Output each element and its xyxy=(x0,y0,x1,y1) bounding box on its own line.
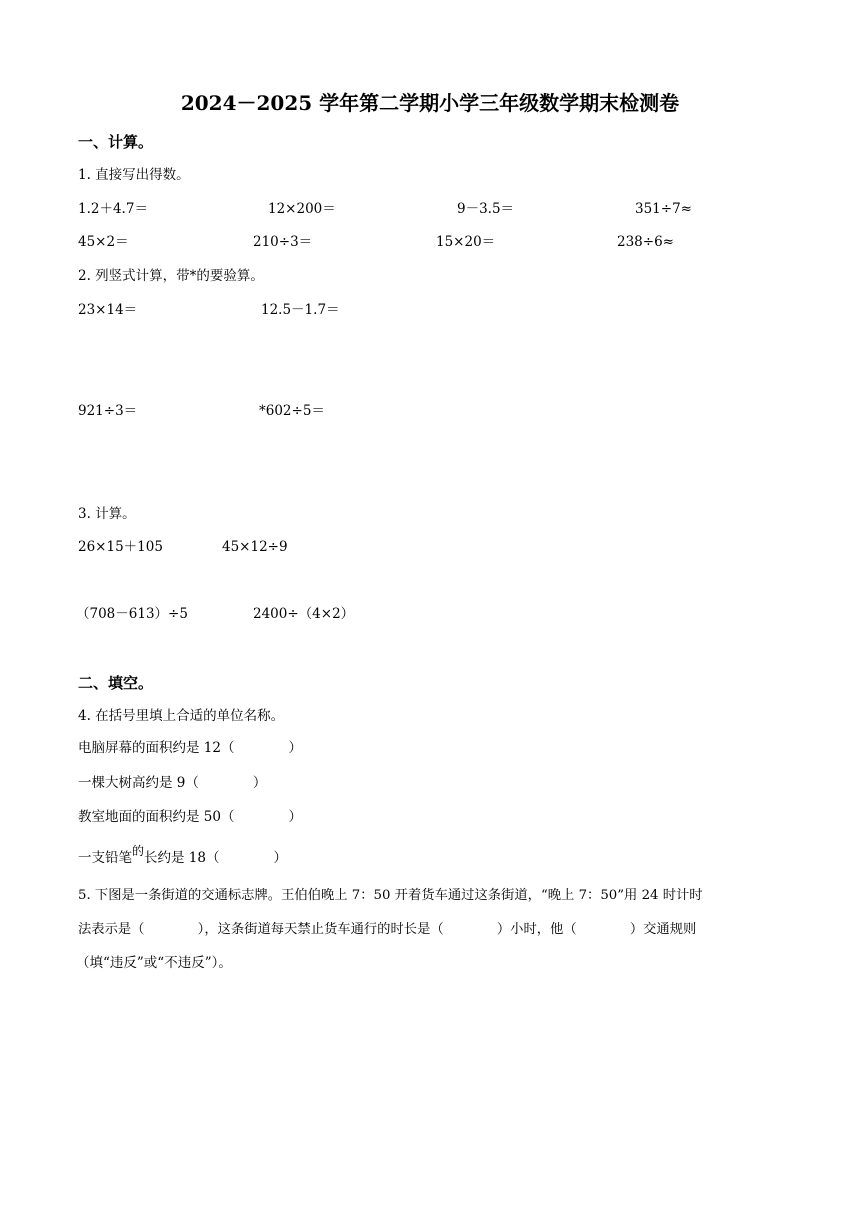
question-1-prompt: 1. 直接写出得数。 xyxy=(78,167,190,183)
question-5-line-2: 法表示是（ ），这条街道每天禁止货车通行的时长是（ ）小时，他（ ）交通规则 xyxy=(78,922,697,937)
question-4-prompt: 4. 在括号里填上合适的单位名称。 xyxy=(78,708,285,724)
q1-item: 12×200＝ xyxy=(268,201,336,217)
q2-item: 12.5－1.7＝ xyxy=(261,302,340,318)
question-3-prompt: 3. 计算。 xyxy=(78,506,136,522)
q3-item: 2400÷（4×2） xyxy=(253,606,355,622)
q1-item: 238÷6≈ xyxy=(617,234,674,250)
page-title: 2024－2025 学年第二学期小学三年级数学期末检测卷 xyxy=(180,91,680,115)
section-2-heading: 二、填空。 xyxy=(78,674,154,692)
q4-item xyxy=(78,844,287,866)
q1-item: 210÷3＝ xyxy=(253,234,313,250)
q2-item: *602÷5＝ xyxy=(259,403,325,419)
q4-item4-raised-char: 的 xyxy=(132,844,145,858)
q4-item: 教室地面的面积约是 50（ ） xyxy=(78,809,302,825)
q2-item: 23×14＝ xyxy=(78,302,138,318)
q3-item: 26×15＋105 xyxy=(78,539,163,555)
q3-item: （708－613）÷5 xyxy=(76,606,188,622)
question-5-line-1: 5. 下图是一条街道的交通标志牌。王伯伯晚上 7：50 开着货车通过这条街道，“晚上 7：50”用 24 时计时 xyxy=(78,888,703,903)
q4-item4-part-b: 长约是 18（ ） xyxy=(144,850,287,866)
q1-item: 351÷7≈ xyxy=(635,201,692,217)
q4-item: 一棵大树高约是 9（ ） xyxy=(78,775,267,791)
q4-item4-part-a: 一支铅笔 xyxy=(78,850,132,866)
q1-item: 45×2＝ xyxy=(78,234,129,250)
question-2-prompt: 2. 列竖式计算，带*的要验算。 xyxy=(78,268,264,284)
q4-item: 电脑屏幕的面积约是 12（ ） xyxy=(78,740,302,756)
q3-item: 45×12÷9 xyxy=(222,539,288,555)
q1-item: 9－3.5＝ xyxy=(457,201,515,217)
question-5-line-3: （填“违反”或“不违反”）。 xyxy=(76,955,232,971)
q1-item: 1.2＋4.7＝ xyxy=(78,201,148,217)
section-1-heading: 一、计算。 xyxy=(78,133,154,151)
q2-item: 921÷3＝ xyxy=(78,403,138,419)
q1-item: 15×20＝ xyxy=(436,234,496,250)
